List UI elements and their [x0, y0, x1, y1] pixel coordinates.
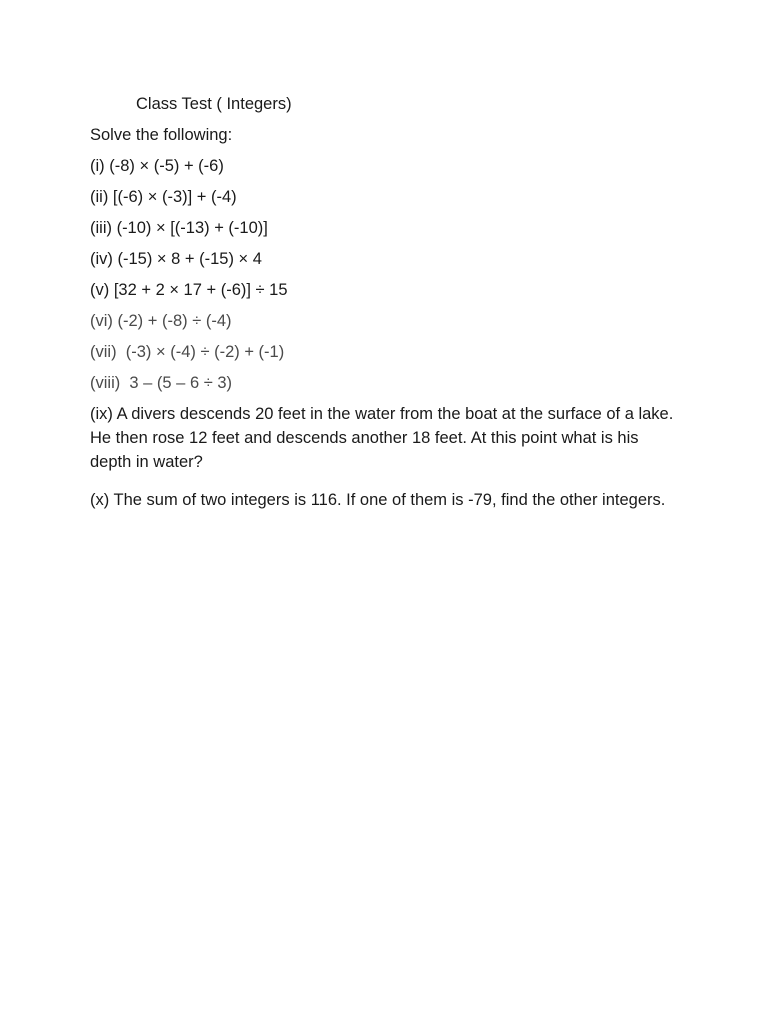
instruction-text: Solve the following: [90, 126, 233, 144]
question-3: (iii) (-10) × [(-13) + (-10)] [90, 219, 268, 237]
question-5: (v) [32 + 2 × 17 + (-6)] ÷ 15 [90, 281, 288, 299]
question-2: (ii) [(-6) × (-3)] + (-4) [90, 188, 237, 206]
question-7: (vii) (-3) × (-4) ÷ (-2) + (-1) [90, 343, 285, 361]
test-title: Class Test ( Integers) [136, 95, 292, 113]
question-1: (i) (-8) × (-5) + (-6) [90, 157, 224, 175]
document-content [90, 92, 690, 526]
word-problem-10: (x) The sum of two integers is 116. If one of them is -79, find the other integers. [90, 491, 666, 509]
question-8: (viii) 3 – (5 – 6 ÷ 3) [90, 374, 233, 392]
question-4: (iv) (-15) × 8 + (-15) × 4 [90, 250, 262, 268]
question-6: (vi) (-2) + (-8) ÷ (-4) [90, 312, 232, 330]
word-problem-9: (ix) A divers descends 20 feet in the water from the boat at the surface of a lake. He then rose 12 feet and descends another 18 feet. At this point what is his depth in water? [90, 405, 674, 471]
